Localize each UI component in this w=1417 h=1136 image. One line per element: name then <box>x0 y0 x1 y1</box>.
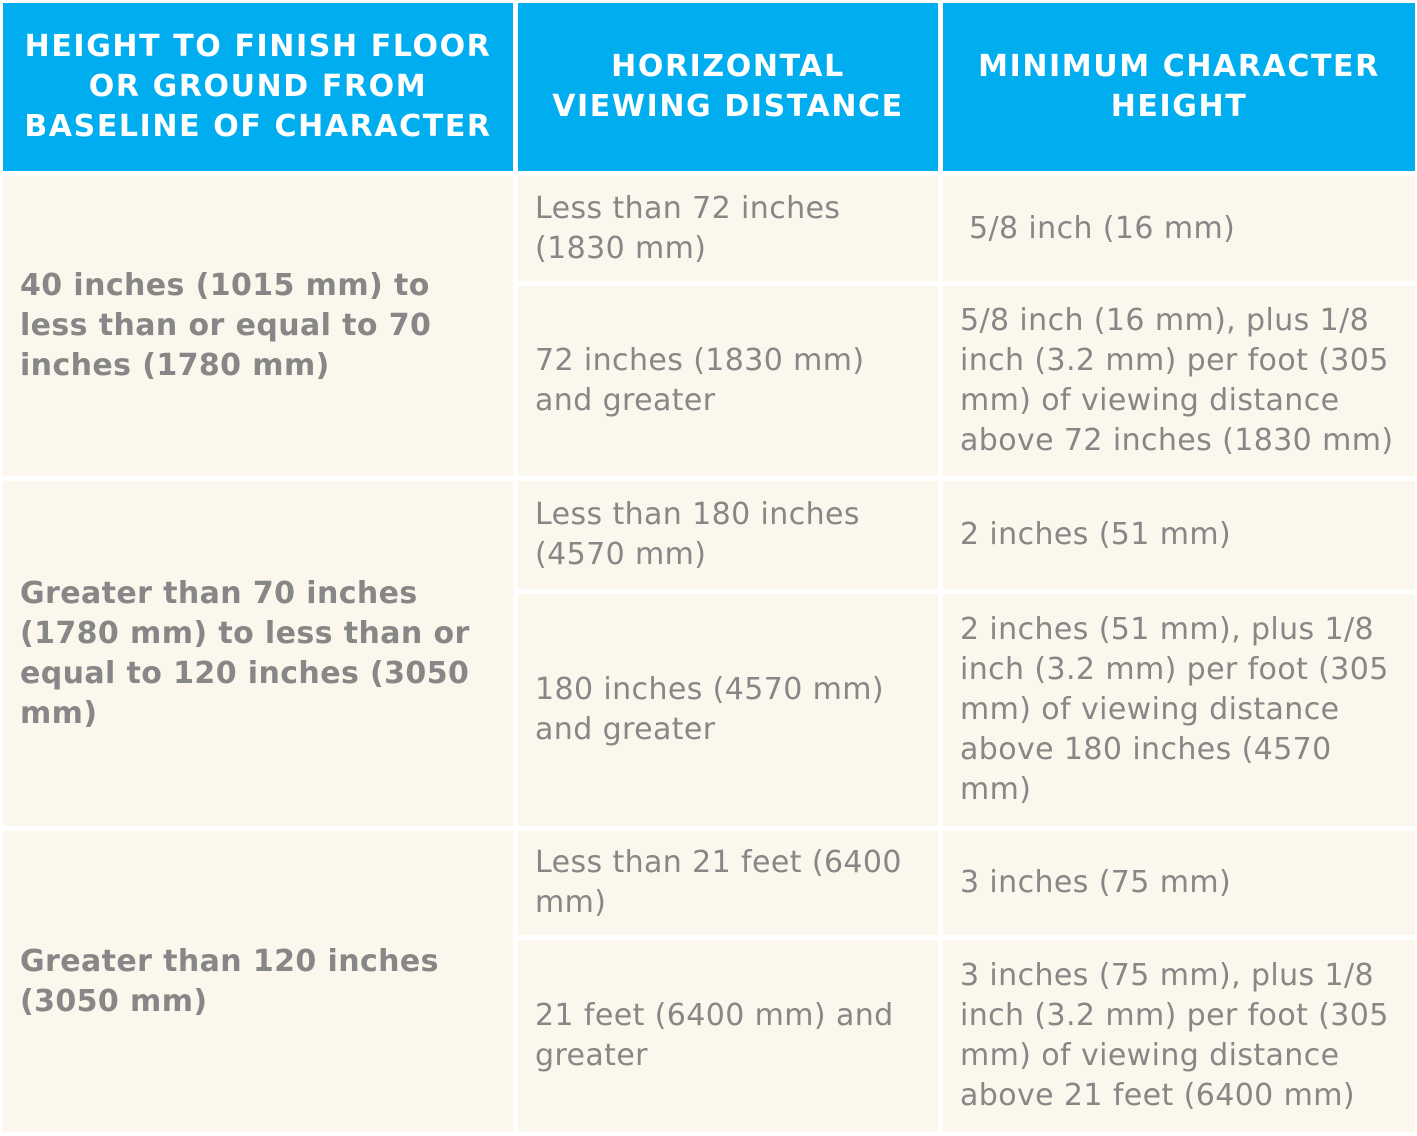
height-range-cell: 40 inches (1015 mm) to less than or equal to 70 inches (1780 mm) <box>3 176 513 476</box>
distance-cell: Less than 180 inches (4570 mm) <box>518 481 938 589</box>
min-height-cell: 2 inches (51 mm), plus 1/8 inch (3.2 mm) per foot (305 mm) of viewing distance above 180 inches (4570 mm) <box>943 594 1415 826</box>
height-range-cell: Greater than 120 inches (3050 mm) <box>3 831 513 1132</box>
distance-cell: 180 inches (4570 mm) and greater <box>518 594 938 826</box>
header-min-character-height: MINIMUM CHARACTER HEIGHT <box>943 3 1415 171</box>
header-viewing-distance: HORIZONTAL VIEWING DISTANCE <box>518 3 938 171</box>
min-height-cell: 3 inches (75 mm), plus 1/8 inch (3.2 mm) per foot (305 mm) of viewing distance above 21 feet (6400 mm) <box>943 940 1415 1132</box>
min-height-cell: 3 inches (75 mm) <box>943 831 1415 935</box>
distance-cell: Less than 21 feet (6400 mm) <box>518 831 938 935</box>
distance-cell: Less than 72 inches (1830 mm) <box>518 176 938 281</box>
distance-cell: 21 feet (6400 mm) and greater <box>518 940 938 1132</box>
min-height-cell: 5/8 inch (16 mm), plus 1/8 inch (3.2 mm) per foot (305 mm) of viewing distance above 72 inches (1830 mm) <box>943 286 1415 476</box>
distance-cell: 72 inches (1830 mm) and greater <box>518 286 938 476</box>
header-height-to-floor: HEIGHT TO FINISH FLOOR OR GROUND FROM BASELINE OF CHARACTER <box>3 3 513 171</box>
min-height-cell: 5/8 inch (16 mm) <box>943 176 1415 281</box>
height-range-cell: Greater than 70 inches (1780 mm) to less than or equal to 120 inches (3050 mm) <box>3 481 513 826</box>
min-height-cell: 2 inches (51 mm) <box>943 481 1415 589</box>
